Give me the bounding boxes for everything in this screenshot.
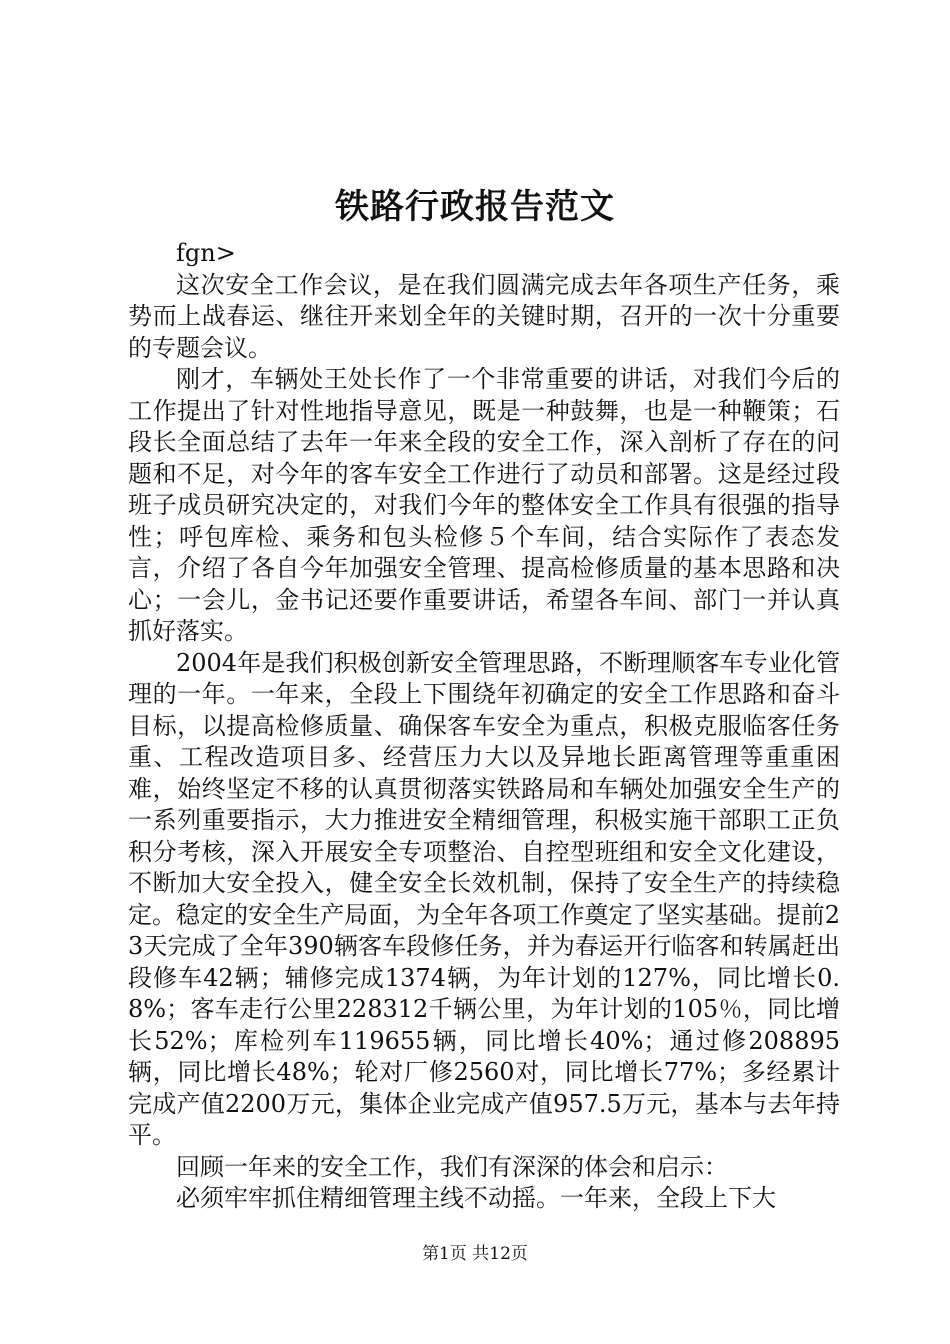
- document-title: 铁路行政报告范文: [335, 187, 615, 227]
- paragraph-header-code: fgn>: [176, 239, 236, 267]
- document-body: [128, 238, 840, 1215]
- page-footer: 第1页 共12页: [422, 1244, 528, 1264]
- paragraph-fine-management: 必须牢牢抓住精细管理主线不动摇。一年来，全段上下大: [176, 1184, 776, 1212]
- paragraph-speeches: 刚才，车辆处王处长作了一个非常重要的讲话，对我们今后的工作提出了针对性地指导意见，既是一种鼓舞，也是一种鞭策；石段长全面总结了去年一年来全段的安全工作，深入剖析了存在的问题和不足，对今年的客车安全工作进行了动员和部署。这是经过段班子成员研究决定的，对我们今年的整体安全工作具有很强的指导性；呼包库检、乘务和包头检修５个车间，结合实际作了表态发言，介绍了各自今年加强安全管理、提高检修质量的基本思路和决心；一会儿，金书记还要作重要讲话，希望各车间、部门一并认真抓好落实。: [128, 365, 840, 645]
- paragraph-reflection: 回顾一年来的安全工作，我们有深深的体会和启示：: [176, 1152, 728, 1181]
- paragraph-meeting-intro: 这次安全工作会议，是在我们圆满完成去年各项生产任务，乘势而上战春运、继往开来划全年的关键时期，召开的一次十分重要的专题会议。: [128, 270, 840, 362]
- paragraph-2004-review: 2004年是我们积极创新安全管理思路，不断理顺客车专业化管理的一年。一年来，全段上下围绕年初确定的安全工作思路和奋斗目标，以提高检修质量、确保客车安全为重点，积极克服临客任务重、工程改造项目多、经营压力大以及异地长距离管理等重重困难，始终坚定不移的认真贯彻落实铁路局和车辆处加强安全生产的一系列重要指示，大力推进安全精细管理，积极实施干部职工正负积分考核，深入开展安全专项整治、自控型班组和安全文化建设，不断加大安全投入，健全安全长效机制，保持了安全生产的持续稳定。稳定的安全生产局面，为全年各项工作奠定了坚实基础。提前23天完成了全年390辆客车段修任务，并为春运开行临客和转属赶出段修车42辆；辅修完成1374辆，为年计划的127%，同比增长0.8%；客车走行公里228312千辆公里，为年计划的105％，同比增长52%；库检列车119655辆，同比增长40%；通过修208895辆，同比增长48%；轮对厂修2560对，同比增长77%；多经累计完成产值2200万元，集体企业完成产值957.5万元，基本与去年持平。: [128, 648, 840, 1149]
